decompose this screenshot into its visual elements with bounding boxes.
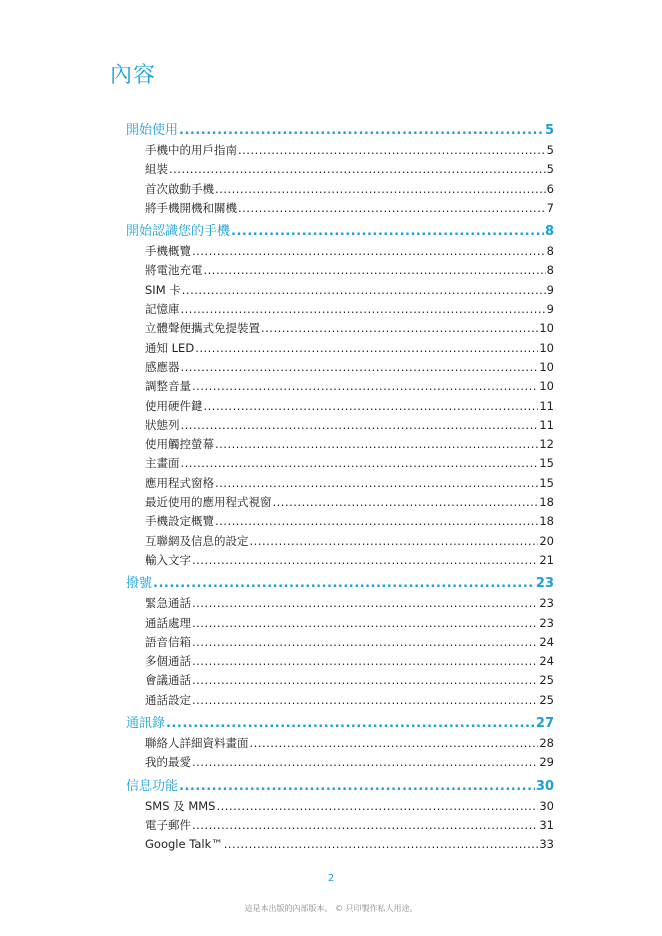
- toc-item-label: 我的最愛: [145, 755, 191, 770]
- toc-leader: [192, 242, 546, 261]
- toc-item-label: 立體聲便攜式免提裝置: [145, 321, 260, 336]
- toc-item-label: 首次啟動手機: [145, 181, 214, 196]
- toc-item-page: 8: [546, 263, 554, 278]
- toc-item-page: 18: [539, 495, 554, 510]
- toc-item[interactable]: [126, 734, 554, 753]
- toc-item-page: 9: [546, 302, 554, 317]
- toc-item-page: 11: [539, 417, 554, 432]
- toc-item-page: 10: [539, 359, 554, 374]
- toc-item-label: 使用硬件鍵: [145, 398, 203, 413]
- toc-item-page: 23: [539, 615, 554, 630]
- toc-leader: [215, 435, 538, 454]
- toc-item-page: 11: [539, 398, 554, 413]
- toc-item[interactable]: [126, 416, 554, 435]
- toc-item-label: 語音信箱: [145, 634, 191, 649]
- toc-section-label: 開始使用: [126, 123, 179, 138]
- toc-item-label: 通話處理: [145, 615, 191, 630]
- toc-item-page: 23: [539, 596, 554, 611]
- toc-item[interactable]: [126, 300, 554, 319]
- table-of-contents: [126, 117, 554, 855]
- toc-leader: [182, 281, 546, 300]
- toc-leader: [166, 714, 535, 734]
- toc-leader: [250, 734, 539, 753]
- toc-leader: [204, 261, 546, 280]
- toc-leader: [231, 222, 544, 242]
- toc-item-label: 手機設定概覽: [145, 514, 214, 529]
- toc-item-page: 33: [539, 837, 554, 852]
- toc-leader: [153, 574, 535, 594]
- toc-item[interactable]: [126, 281, 554, 300]
- toc-item-label: Google Talk™: [145, 837, 223, 852]
- toc-item-page: 5: [546, 162, 554, 177]
- toc-item-label: 聯絡人詳細資料畫面: [145, 736, 249, 751]
- toc-item[interactable]: [126, 319, 554, 338]
- toc-leader: [192, 633, 538, 652]
- toc-item[interactable]: [126, 160, 554, 179]
- toc-leader: [204, 397, 539, 416]
- toc-leader: [192, 594, 538, 613]
- toc-leader: [215, 474, 538, 493]
- toc-leader: [192, 671, 538, 690]
- toc-item[interactable]: [126, 435, 554, 454]
- toc-item-label: 手機中的用戶指南: [145, 143, 237, 157]
- toc-leader: [169, 160, 546, 179]
- toc-section[interactable]: [126, 574, 554, 594]
- toc-item-label: 將電池充電: [145, 263, 203, 278]
- toc-leader: [181, 416, 539, 435]
- toc-item-page: 10: [539, 340, 554, 355]
- toc-item-page: 15: [539, 475, 554, 490]
- toc-leader: [192, 652, 538, 671]
- toc-item[interactable]: [126, 691, 554, 710]
- toc-item[interactable]: [126, 551, 554, 570]
- toc-leader: [181, 358, 539, 377]
- toc-item-page: 25: [539, 673, 554, 688]
- toc-item-page: 7: [546, 200, 554, 215]
- toc-item-label: 會議通話: [145, 673, 191, 688]
- toc-item[interactable]: [126, 614, 554, 633]
- toc-item-page: 24: [539, 654, 554, 669]
- toc-leader: [238, 141, 546, 160]
- toc-item[interactable]: [126, 474, 554, 493]
- toc-item-label: 通知 LED: [145, 340, 195, 355]
- toc-item[interactable]: [126, 816, 554, 835]
- toc-item-page: 9: [546, 282, 554, 297]
- toc-leader: [192, 377, 538, 396]
- page-number: 2: [327, 873, 335, 884]
- toc-section-page: 30: [535, 778, 554, 794]
- toc-item[interactable]: [126, 377, 554, 396]
- toc-item-label: 主畫面: [145, 456, 180, 471]
- toc-leader: [250, 532, 539, 551]
- toc-item[interactable]: [126, 532, 554, 551]
- toc-item-page: 20: [539, 533, 554, 548]
- toc-item-label: 互聯網及信息的設定: [145, 533, 249, 548]
- toc-item-label: 狀態列: [145, 417, 180, 432]
- toc-item[interactable]: [126, 594, 554, 613]
- toc-item-label: 緊急通話: [145, 596, 191, 611]
- toc-item-label: 使用觸控螢幕: [145, 437, 214, 452]
- toc-leader: [181, 300, 546, 319]
- toc-section[interactable]: [126, 222, 554, 242]
- toc-item[interactable]: [126, 493, 554, 512]
- toc-section-label: 撥號: [126, 576, 153, 592]
- toc-section-page: 8: [544, 224, 554, 240]
- toc-item-label: 將手機開機和關機: [145, 200, 237, 215]
- toc-item-label: 調整音量: [145, 379, 191, 394]
- toc-item[interactable]: [126, 358, 554, 377]
- toc-item-page: 18: [539, 514, 554, 529]
- toc-item[interactable]: [126, 141, 554, 160]
- toc-item-label: 手機概覽: [145, 244, 191, 259]
- toc-section[interactable]: [126, 121, 554, 141]
- toc-item[interactable]: [126, 261, 554, 280]
- toc-item-page: 24: [539, 634, 554, 649]
- toc-leader: [179, 777, 535, 797]
- toc-leader: [216, 797, 538, 816]
- toc-item-page: 15: [539, 456, 554, 471]
- toc-item-page: 5: [546, 143, 554, 157]
- toc-item[interactable]: [126, 797, 554, 816]
- toc-leader: [195, 339, 538, 358]
- toc-leader: [192, 614, 538, 633]
- toc-item[interactable]: [126, 339, 554, 358]
- toc-item[interactable]: [126, 512, 554, 531]
- toc-item[interactable]: [126, 180, 554, 199]
- toc-item-page: 21: [539, 552, 554, 567]
- toc-item-page: 10: [539, 379, 554, 394]
- toc-item-label: 組裝: [145, 162, 168, 177]
- toc-section-page: 23: [535, 576, 554, 592]
- toc-leader: [238, 199, 546, 218]
- toc-item-page: 30: [539, 798, 554, 813]
- toc-section-label: 開始認識您的手機: [126, 224, 231, 240]
- toc-item-label: 感應器: [145, 359, 180, 374]
- toc-item[interactable]: [126, 242, 554, 261]
- toc-section-label: 通訊錄: [126, 716, 166, 732]
- toc-item-page: 12: [539, 437, 554, 452]
- toc-section-page: 5: [544, 123, 554, 138]
- toc-item[interactable]: [126, 753, 554, 772]
- toc-item-label: 記憶庫: [145, 302, 180, 317]
- toc-leader: [224, 835, 539, 854]
- toc-item[interactable]: [126, 835, 554, 854]
- toc-leader: [192, 691, 538, 710]
- toc-item[interactable]: [126, 199, 554, 218]
- toc-leader: [181, 454, 539, 473]
- toc-item[interactable]: [126, 633, 554, 652]
- toc-item-label: SIM 卡: [145, 282, 181, 297]
- toc-item-page: 6: [546, 181, 554, 196]
- toc-item-page: 10: [539, 321, 554, 336]
- toc-item-page: 31: [539, 817, 554, 832]
- toc-leader: [192, 753, 538, 772]
- toc-item-page: 28: [539, 736, 554, 751]
- toc-item-label: 電子郵件: [145, 817, 191, 832]
- toc-item-label: 最近使用的應用程式視窗: [145, 495, 272, 510]
- toc-leader: [215, 512, 538, 531]
- toc-item-label: SMS 及 MMS: [145, 798, 216, 813]
- toc-item-label: 通話設定: [145, 692, 191, 707]
- toc-item-label: 應用程式窗格: [145, 475, 214, 490]
- toc-section[interactable]: [126, 777, 554, 797]
- toc-leader: [192, 816, 538, 835]
- toc-section-page: 27: [535, 716, 554, 732]
- toc-leader: [192, 551, 538, 570]
- toc-item[interactable]: [126, 652, 554, 671]
- footer-note: 這是本出版的內部版本。 © 只印製作私人用途。: [244, 904, 418, 913]
- toc-item[interactable]: [126, 671, 554, 690]
- toc-section[interactable]: [126, 714, 554, 734]
- toc-item-label: 輸入文字: [145, 552, 191, 567]
- toc-item-label: 多個通話: [145, 654, 191, 669]
- toc-leader: [261, 319, 538, 338]
- page-title: 內容: [110, 63, 157, 88]
- toc-item-page: 25: [539, 692, 554, 707]
- toc-leader: [179, 121, 544, 141]
- toc-item-page: 29: [539, 755, 554, 770]
- toc-item[interactable]: [126, 454, 554, 473]
- toc-item[interactable]: [126, 397, 554, 416]
- toc-item-page: 8: [546, 244, 554, 259]
- toc-leader: [273, 493, 539, 512]
- toc-section-label: 信息功能: [126, 778, 179, 794]
- toc-leader: [215, 180, 546, 199]
